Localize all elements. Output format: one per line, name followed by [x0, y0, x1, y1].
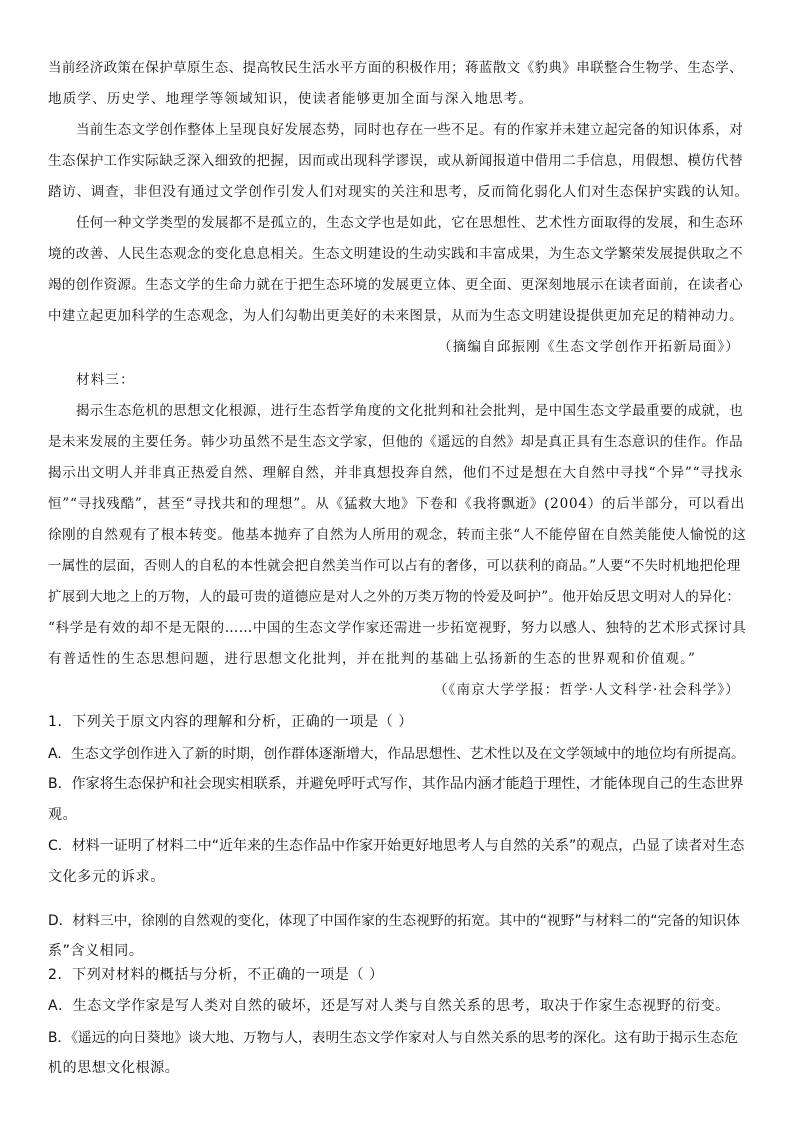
material2-p1-line2: 地质学、历史学、地理学等领域知识，使读者能够更加全面与深入地思考。 — [48, 91, 534, 107]
material2-p2-line1: 当前生态文学创作整体上呈现良好发展态势，同时也存在一些不足。有的作家并未建立起完备的知识体系，对 — [76, 122, 744, 138]
material3-line4: 恒”“寻找残酷”，甚至“寻找共和的理想”。从《猛救大地》下卷和《我将飘逝》(2004）的后半部分，可以看出 — [48, 496, 746, 512]
q2-stem: 2．下列对材料的概括与分析，不正确的一项是（ ） — [48, 967, 384, 983]
q1-option-c-line1: C．材料一证明了材料二中“近年来的生态作品中作家开始更好地思考人与自然的关系”的观点，凸显了读者对生态 — [48, 838, 745, 854]
material3-line2: 是未来发展的主要任务。韩少功虽然不是生态文学家，但他的《遥远的自然》却是真正具有生态意识的佳作。作品 — [48, 434, 743, 450]
q2-option-a: A．生态文学作家是写人类对自然的破坏，还是写对人类与自然关系的思考，取决于作家生态视野的衍变。 — [48, 998, 730, 1014]
material2-p3-line4: 中建立起更加科学的生态观念，为人们勾勒出更美好的未来图景，从而为生态文明建设提供更加充足的精神动力。 — [48, 308, 743, 324]
material3-line1: 揭示生态危机的思想文化根源，进行生态哲学角度的文化批判和社会批判，是中国生态文学最重要的成就，也 — [76, 403, 744, 419]
material3-line8: “科学是有效的却不是无限的……中国的生态文学作家还需进一步拓宽视野，努力以感人、独特的艺术形式探讨具 — [48, 620, 747, 636]
material2-p2-line2: 生态保护工作实际缺乏深入细致的把握，因而或出现科学谬误，或从新闻报道中借用二手信息，用假想、模仿代替 — [48, 153, 743, 169]
material2-source: （摘编自邱振刚《生态文学创作开拓新局面》） — [438, 339, 740, 355]
material3-line7: 扩展到大地之上的万物，人的最可贵的道德应是对人之外的万类万物的怜爱及呵护”。他开始反思文明对人的异化： — [48, 589, 741, 605]
material3-line6: 一属性的层面，否则人的自私的本性就会把自然美当作可以占有的奢侈，可以获利的商品。”人要“不失时机地把伦理 — [48, 558, 741, 574]
q1-option-b-line1: B．作家将生态保护和社会现实相联系，并避免呼吁式写作，其作品内涵才能趋于理性，才能体现自己的生态世界 — [48, 776, 744, 792]
q2-option-b-line2: 机的思想文化根源。 — [48, 1060, 180, 1076]
material2-p2-line3: 踏访、调查，非但没有通过文学创作引发人们对现实的关注和思考，反而简化弱化人们对生态保护实践的认知。 — [48, 184, 749, 200]
q1-option-d-line2: 系”含义相同。 — [48, 943, 144, 959]
q1-option-a: A．生态文学创作进入了新的时期，创作群体逐渐增大，作品思想性、艺术性以及在文学领域中的地位均有所提高。 — [48, 746, 745, 762]
material3-heading: 材料三： — [76, 372, 135, 388]
material3-source: （《南京大学学报：哲学·人文科学·社会科学》） — [433, 682, 740, 698]
material2-p3-line1: 任何一种文学类型的发展都不是孤立的，生态文学也是如此，它在思想性、艺术性方面取得的发展，和生态环 — [76, 215, 744, 231]
material2-p3-line3: 竭的创作资源。生态文学的生命力就在于把生态环境的发展更立体、更全面、更深刻地展示在读者面前，在读者心 — [48, 277, 743, 293]
material3-line9: 有普适性的生态思想问题，进行思想文化批判，并在批判的基础上弘扬新的生态的世界观和价值观。” — [48, 651, 697, 667]
q1-option-c-line2: 文化多元的诉求。 — [48, 869, 165, 885]
material2-p3-line2: 境的改善、人民生态观念的变化息息相关。生态文明建设的生动实践和丰富成果，为生态文学繁荣发展提供取之不 — [48, 246, 743, 262]
q1-option-b-line2: 观。 — [48, 807, 78, 823]
q1-stem: 1．下列关于原文内容的理解和分析，正确的一项是（ ） — [48, 714, 413, 730]
q1-option-d-line1: D．材料三中，徐刚的自然观的变化，体现了中国作家的生态视野的拓宽。其中的“视野”与材料二的“完备的知识体 — [48, 913, 740, 929]
material3-line5: 徐刚的自然观有了根本转变。他基本抛弃了自然为人所用的观念，转而主张“人不能停留在自然美能使人愉悦的这 — [48, 527, 747, 543]
material2-p1-line1: 当前经济政策在保护草原生态、提高牧民生活水平方面的积极作用；蒋蓝散文《豹典》串联整合生物学、生态学、 — [48, 60, 743, 76]
q2-option-b-line1: B．《遥远的向日葵地》谈大地、万物与人，表明生态文学作家对人与自然关系的思考的深化。这有助于揭示生态危 — [48, 1030, 739, 1046]
material3-line3: 揭示出文明人并非真正热爱自然、理解自然，并非真想投奔自然，他们不过是想在大自然中寻找“个异”“寻找永 — [48, 465, 744, 481]
